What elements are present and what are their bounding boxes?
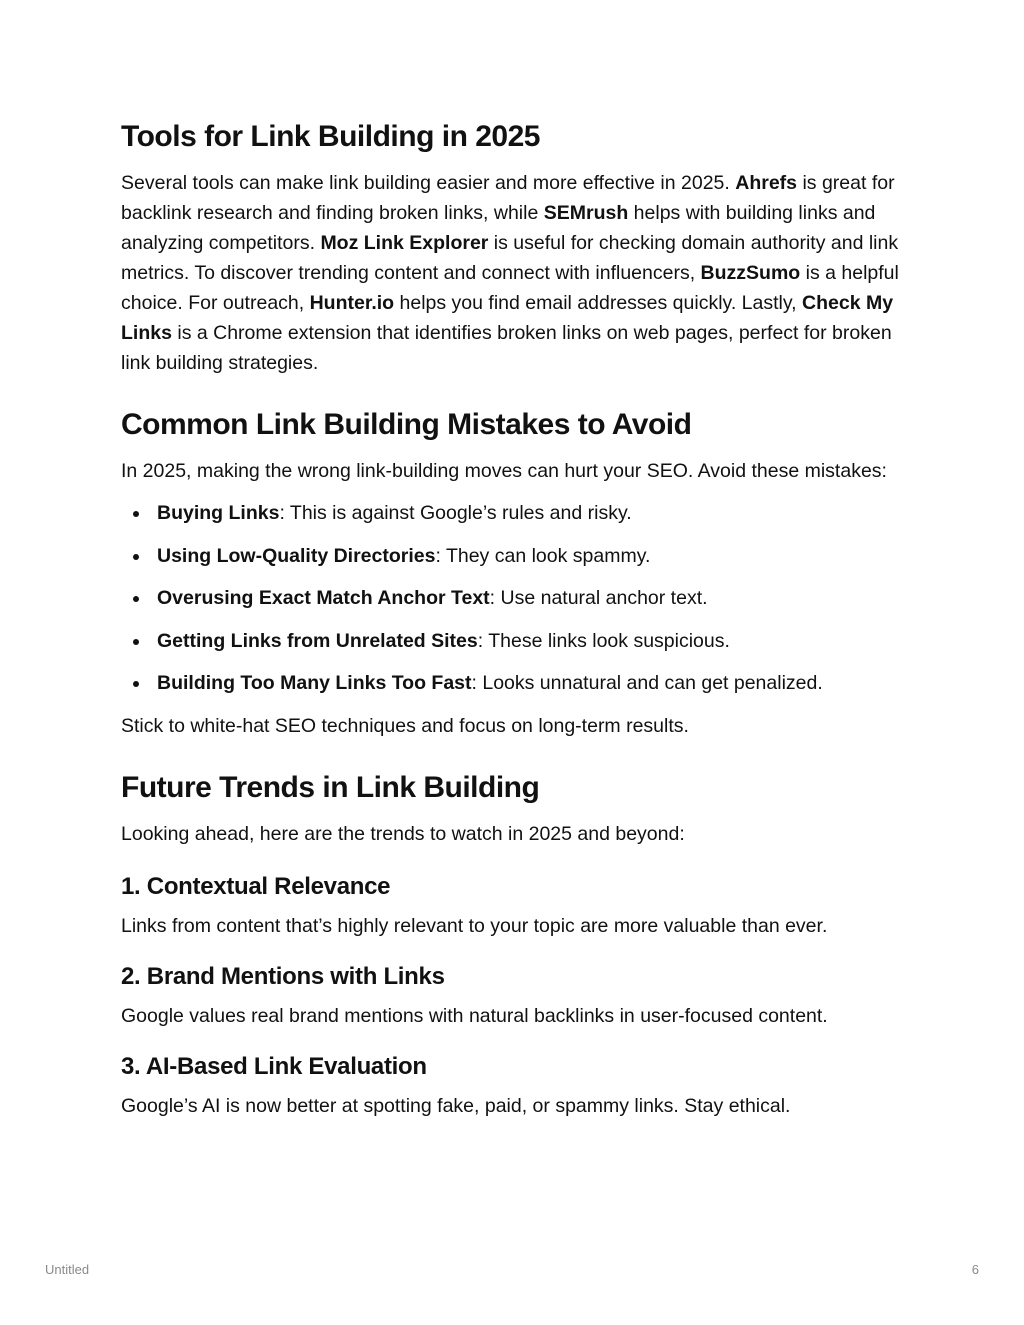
tools-paragraph: Several tools can make link building easier and more effective in 2025. Ahrefs is great for backlink research and finding broken links, while SEMrush helps with building links and analyzing competitors. Moz Link Explorer is useful for checking domain authority and link metrics. To discover trending content and connect with influencers, BuzzSumo is a helpful choice. For outreach, Hunter.io helps you find email addresses quickly. Lastly, Check My Links is a Chrome extension that identifies broken links on web pages, perfect for broken link building strategies. <box>121 172 899 374</box>
tool-name: Moz Link Explorer <box>320 232 489 254</box>
trend-text: Google’s AI is now better at spotting fake, paid, or spammy links. Stay ethical. <box>121 1094 791 1117</box>
trend-title: 3. AI-Based Link Evaluation <box>121 1052 427 1080</box>
bullet-icon <box>133 639 139 645</box>
list-item: Overusing Exact Match Anchor Text: Use natural anchor text. <box>121 583 911 613</box>
tool-name: SEMrush <box>543 202 629 224</box>
bullet-icon <box>133 511 139 517</box>
bullet-icon <box>133 554 139 560</box>
section-mistakes <box>121 404 911 741</box>
list-item: Getting Links from Unrelated Sites: These links look suspicious. <box>121 626 911 656</box>
section-heading: Common Link Building Mistakes to Avoid <box>121 408 692 441</box>
list-item: Buying Links: This is against Google’s rules and risky. <box>121 498 911 528</box>
list-item: Using Low-Quality Directories: They can look spammy. <box>121 541 911 571</box>
trends-intro: Looking ahead, here are the trends to watch in 2025 and beyond: <box>121 822 685 845</box>
mistakes-intro: In 2025, making the wrong link-building moves can hurt your SEO. Avoid these mistakes: <box>121 460 887 482</box>
tool-name: Check My Links <box>121 292 894 344</box>
mistakes-list <box>121 498 911 698</box>
section-heading: Future Trends in Link Building <box>121 770 540 804</box>
tool-name: Ahrefs <box>735 172 798 194</box>
mistakes-outro: Stick to white-hat SEO techniques and focus on long-term results. <box>121 714 689 737</box>
tool-name: Hunter.io <box>309 292 395 314</box>
trend-item <box>121 961 911 1031</box>
document-page <box>121 116 911 1147</box>
trend-text: Google values real brand mentions with natural backlinks in user-focused content. <box>121 1004 828 1027</box>
bullet-icon <box>133 681 139 687</box>
trend-title: 2. Brand Mentions with Links <box>121 962 445 990</box>
trend-item <box>121 871 911 941</box>
section-trends <box>121 767 911 1121</box>
trend-text: Links from content that’s highly relevant to your topic are more valuable than ever. <box>121 914 828 937</box>
tool-name: BuzzSumo <box>700 262 801 284</box>
list-item: Building Too Many Links Too Fast: Looks unnatural and can get penalized. <box>121 668 911 698</box>
trend-title: 1. Contextual Relevance <box>121 872 391 900</box>
section-heading: Tools for Link Building in 2025 <box>121 120 540 153</box>
bullet-icon <box>133 596 139 602</box>
section-tools <box>121 116 911 378</box>
trend-item <box>121 1051 911 1121</box>
footer-document-title: Untitled <box>45 1262 90 1277</box>
footer-page-number: 6 <box>971 1262 979 1277</box>
